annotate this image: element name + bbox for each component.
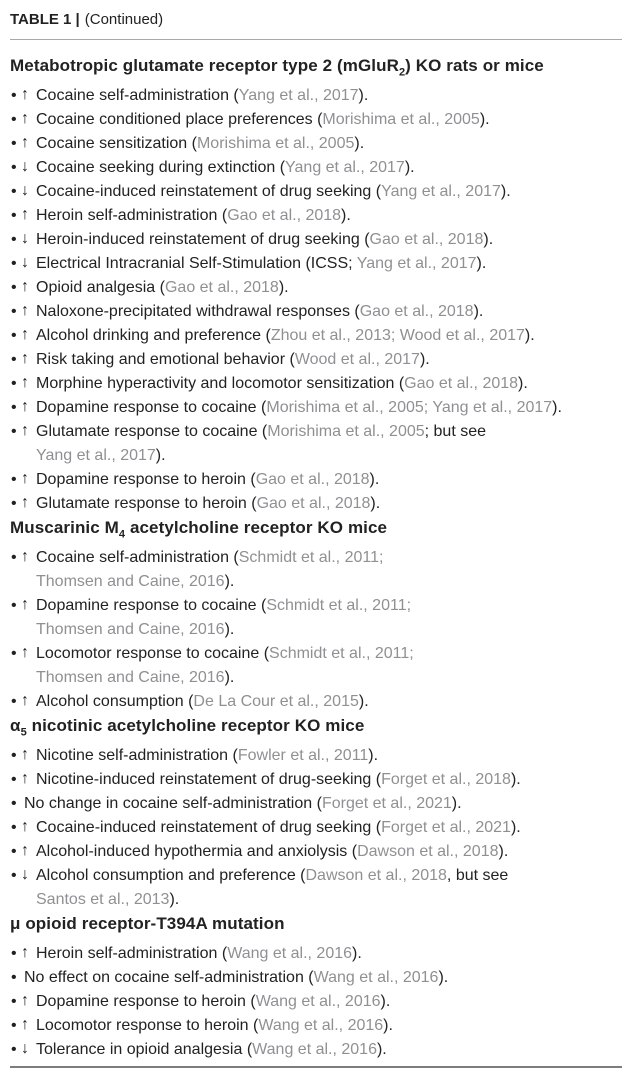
citation-link[interactable]: Morishima et al., 2005 bbox=[322, 111, 480, 128]
finding-item bbox=[10, 396, 622, 420]
finding-text-segment: ). bbox=[473, 303, 484, 320]
bullet-icon: • bbox=[11, 399, 17, 416]
finding-text-segment: Heroin self-administration ( bbox=[36, 945, 228, 962]
finding-item bbox=[10, 492, 622, 516]
finding-item bbox=[10, 204, 622, 228]
heading-text: acetylcholine receptor KO mice bbox=[125, 518, 388, 537]
finding-text-segment: Dopamine response to heroin ( bbox=[36, 471, 256, 488]
heading-subscript: 5 bbox=[20, 726, 27, 739]
bullet-icon: • bbox=[11, 549, 17, 566]
finding-text-segment: ). bbox=[380, 993, 391, 1010]
citation-link[interactable]: Wang et al., 2016 bbox=[313, 969, 439, 986]
finding-text bbox=[36, 993, 390, 1010]
finding-text-segment: Alcohol-induced hypothermia and anxiolysis ( bbox=[36, 843, 358, 860]
bullet-icon: • bbox=[11, 969, 17, 986]
finding-text bbox=[36, 303, 483, 320]
bullet-icon: • bbox=[11, 945, 17, 962]
finding-item bbox=[10, 300, 622, 324]
finding-text bbox=[36, 747, 378, 764]
finding-text-segment: No change in cocaine self-administration ( bbox=[24, 795, 322, 812]
finding-text-segment: Alcohol drinking and preference ( bbox=[36, 327, 271, 344]
bullet-icon: • bbox=[11, 375, 17, 392]
down-arrow-icon: ↓ bbox=[21, 1040, 29, 1057]
up-arrow-icon: ↑ bbox=[21, 110, 29, 127]
up-arrow-icon: ↑ bbox=[21, 134, 29, 151]
up-arrow-icon: ↑ bbox=[21, 422, 29, 439]
finding-text-segment: Locomotor response to heroin ( bbox=[36, 1017, 259, 1034]
section-heading bbox=[10, 54, 622, 78]
finding-text bbox=[36, 693, 369, 710]
bullet-icon: • bbox=[11, 1041, 17, 1058]
down-arrow-icon: ↓ bbox=[21, 230, 29, 247]
citation-link[interactable]: Yang et al., 2017 bbox=[381, 183, 501, 200]
finding-text-segment: ). bbox=[524, 327, 535, 344]
citation-link[interactable]: Forget et al., 2021 bbox=[381, 819, 511, 836]
finding-text-segment: Naloxone-precipitated withdrawal responses ( bbox=[36, 303, 360, 320]
down-arrow-icon: ↓ bbox=[21, 158, 29, 175]
finding-text bbox=[36, 351, 430, 368]
heading-text: α bbox=[10, 716, 21, 735]
bullet-icon: • bbox=[11, 843, 17, 860]
finding-text-segment: Nicotine-induced reinstatement of drug-seeking ( bbox=[36, 771, 382, 788]
citation-link[interactable]: Forget et al., 2018 bbox=[381, 771, 511, 788]
finding-item bbox=[10, 108, 622, 132]
up-arrow-icon: ↑ bbox=[21, 746, 29, 763]
finding-text-segment: Heroin-induced reinstatement of drug seeking ( bbox=[36, 231, 370, 248]
citation-link[interactable]: Gao et al., 2018 bbox=[359, 303, 474, 320]
bullet-icon: • bbox=[11, 693, 17, 710]
up-arrow-icon: ↑ bbox=[21, 374, 29, 391]
finding-text-segment: Dopamine response to cocaine ( bbox=[36, 597, 267, 614]
finding-text-segment: Cocaine seeking during extinction ( bbox=[36, 159, 286, 176]
citation-link[interactable]: Morishima et al., 2005; Yang et al., 2017 bbox=[266, 399, 553, 416]
bullet-icon: • bbox=[11, 351, 17, 368]
section-heading bbox=[10, 912, 622, 936]
finding-text-segment: Cocaine sensitization ( bbox=[36, 135, 197, 152]
finding-text bbox=[36, 159, 415, 176]
citation-link[interactable]: Yang et al., 2017 bbox=[36, 447, 156, 464]
finding-text-segment: ). bbox=[370, 495, 381, 512]
citation-link[interactable]: Zhou et al., 2013; Wood et al., 2017 bbox=[270, 327, 525, 344]
finding-item bbox=[10, 942, 622, 966]
finding-text-segment: , but see bbox=[446, 867, 509, 884]
up-arrow-icon: ↑ bbox=[21, 206, 29, 223]
section-heading bbox=[10, 714, 622, 738]
up-arrow-icon: ↑ bbox=[21, 548, 29, 565]
citation-link[interactable]: Yang et al., 2017 bbox=[285, 159, 405, 176]
bullet-icon: • bbox=[11, 87, 17, 104]
finding-text-segment: ). bbox=[552, 399, 562, 416]
finding-text-segment: ). bbox=[476, 255, 487, 272]
table-rule-top bbox=[10, 39, 622, 40]
finding-text-segment: Cocaine self-administration ( bbox=[36, 549, 239, 566]
finding-item bbox=[10, 228, 622, 252]
finding-text bbox=[36, 771, 521, 788]
bullet-icon: • bbox=[11, 597, 17, 614]
bullet-icon: • bbox=[11, 471, 17, 488]
citation-link[interactable]: Thomsen and Caine, 2016 bbox=[36, 573, 225, 590]
finding-text bbox=[36, 399, 562, 416]
citation-link[interactable]: Gao et al., 2018 bbox=[255, 471, 370, 488]
table-title bbox=[10, 10, 622, 30]
finding-text bbox=[36, 255, 486, 272]
finding-text bbox=[36, 231, 493, 248]
finding-item bbox=[10, 816, 622, 840]
finding-item bbox=[10, 1038, 622, 1062]
finding-text bbox=[36, 819, 521, 836]
finding-text bbox=[36, 843, 508, 860]
finding-text bbox=[36, 111, 490, 128]
finding-text-segment: Electrical Intracranial Self-Stimulation (ICSS; bbox=[36, 255, 357, 272]
finding-text-segment: ). bbox=[383, 1017, 393, 1034]
finding-text-segment: Glutamate response to heroin ( bbox=[36, 495, 257, 512]
finding-item bbox=[10, 1014, 622, 1038]
up-arrow-icon: ↑ bbox=[21, 350, 29, 367]
bullet-icon: • bbox=[11, 423, 17, 440]
citation-link[interactable]: Fowler et al., 2011 bbox=[237, 747, 369, 764]
finding-text bbox=[24, 795, 462, 812]
heading-text: nicotinic acetylcholine receptor KO mice bbox=[26, 716, 365, 735]
bullet-icon: • bbox=[11, 135, 17, 152]
finding-text-segment: Locomotor response to cocaine ( bbox=[36, 645, 270, 662]
finding-item bbox=[10, 252, 622, 276]
finding-item bbox=[10, 966, 622, 990]
finding-text-segment: Opioid analgesia ( bbox=[36, 279, 165, 296]
up-arrow-icon: ↑ bbox=[21, 278, 29, 295]
citation-link[interactable]: Gao et al., 2018 bbox=[369, 231, 484, 248]
finding-item bbox=[10, 468, 622, 492]
finding-text bbox=[36, 867, 508, 908]
citation-link[interactable]: Santos et al., 2013 bbox=[36, 891, 170, 908]
citation-link[interactable]: Wang et al., 2016 bbox=[258, 1017, 384, 1034]
citation-link[interactable]: Thomsen and Caine, 2016 bbox=[36, 669, 225, 686]
finding-text bbox=[36, 375, 528, 392]
table-sections bbox=[10, 54, 622, 1062]
citation-link[interactable]: De La Cour et al., 2015 bbox=[193, 693, 359, 710]
citation-link[interactable]: Wang et al., 2016 bbox=[227, 945, 353, 962]
bullet-icon: • bbox=[11, 111, 17, 128]
finding-text-segment: ). bbox=[404, 159, 415, 176]
finding-item bbox=[10, 276, 622, 300]
citation-link[interactable]: Morishima et al., 2005 bbox=[267, 423, 425, 440]
down-arrow-icon: ↓ bbox=[21, 182, 29, 199]
finding-text-segment: No effect on cocaine self-administration ( bbox=[24, 969, 314, 986]
up-arrow-icon: ↑ bbox=[21, 692, 29, 709]
table-title-label: TABLE 1 | bbox=[10, 11, 80, 28]
finding-text-segment: Morphine hyperactivity and locomotor sensitization ( bbox=[36, 375, 405, 392]
finding-text bbox=[36, 549, 383, 590]
finding-item bbox=[10, 990, 622, 1014]
up-arrow-icon: ↑ bbox=[21, 302, 29, 319]
finding-item bbox=[10, 156, 622, 180]
finding-text-segment: Alcohol consumption and preference ( bbox=[36, 867, 306, 884]
finding-item bbox=[10, 132, 622, 156]
finding-text-segment: ). bbox=[358, 693, 369, 710]
finding-item bbox=[10, 768, 622, 792]
citation-link[interactable]: Thomsen and Caine, 2016 bbox=[36, 621, 225, 638]
finding-text-segment: Alcohol consumption ( bbox=[36, 693, 194, 710]
citation-link[interactable]: Gao et al., 2018 bbox=[256, 495, 371, 512]
citation-link[interactable]: Yang et al., 2017 bbox=[238, 87, 359, 104]
bullet-icon: • bbox=[11, 645, 17, 662]
heading-text: Muscarinic M bbox=[10, 518, 119, 537]
finding-text-segment: ). bbox=[451, 795, 462, 812]
citation-link[interactable]: Gao et al., 2018 bbox=[404, 375, 519, 392]
table-rule-bottom bbox=[10, 1066, 622, 1068]
finding-text-segment: ). bbox=[368, 747, 379, 764]
bullet-icon: • bbox=[11, 795, 17, 812]
down-arrow-icon: ↓ bbox=[21, 254, 29, 271]
heading-subscript: 4 bbox=[118, 528, 126, 541]
section-heading bbox=[10, 516, 622, 540]
finding-text-segment: ). bbox=[498, 843, 509, 860]
finding-text-segment: ). bbox=[419, 351, 430, 368]
finding-text-segment: Tolerance in opioid analgesia ( bbox=[36, 1041, 253, 1058]
finding-text-segment: Cocaine-induced reinstatement of drug seeking ( bbox=[36, 183, 382, 200]
citation-link[interactable]: Wood et al., 2017 bbox=[294, 351, 420, 368]
finding-text-segment: ). bbox=[358, 87, 369, 104]
finding-item bbox=[10, 744, 622, 768]
finding-text bbox=[36, 135, 364, 152]
finding-item bbox=[10, 372, 622, 396]
bullet-icon: • bbox=[11, 159, 17, 176]
finding-item bbox=[10, 642, 622, 690]
finding-text-segment: ). bbox=[278, 279, 289, 296]
bullet-icon: • bbox=[11, 771, 17, 788]
citation-link[interactable]: Forget et al., 2021 bbox=[321, 795, 452, 812]
finding-text bbox=[36, 1017, 393, 1034]
finding-text-segment: ). bbox=[518, 375, 528, 392]
finding-text-segment: Risk taking and emotional behavior ( bbox=[36, 351, 295, 368]
finding-text-segment: ). bbox=[438, 969, 449, 986]
finding-text bbox=[36, 945, 362, 962]
bullet-icon: • bbox=[11, 819, 17, 836]
bullet-icon: • bbox=[11, 279, 17, 296]
finding-item bbox=[10, 864, 622, 912]
finding-text-segment: ). bbox=[369, 471, 380, 488]
finding-text-segment: ). bbox=[341, 207, 351, 224]
heading-text: Metabotropic glutamate receptor type 2 (mGluR bbox=[10, 56, 399, 75]
bullet-icon: • bbox=[11, 1017, 17, 1034]
finding-text-segment: Nicotine self-administration ( bbox=[36, 747, 238, 764]
finding-text-segment: Cocaine self-administration ( bbox=[36, 87, 239, 104]
finding-text-segment: ). bbox=[510, 771, 521, 788]
up-arrow-icon: ↑ bbox=[21, 944, 29, 961]
finding-text-segment: Dopamine response to cocaine ( bbox=[36, 399, 267, 416]
finding-text-segment: ). bbox=[352, 945, 362, 962]
finding-text-segment: ). bbox=[224, 573, 235, 590]
heading-text: μ opioid receptor-T394A mutation bbox=[10, 914, 285, 933]
finding-text-segment: ). bbox=[376, 1041, 387, 1058]
citation-link[interactable]: Yang et al., 2017 bbox=[356, 255, 477, 272]
up-arrow-icon: ↑ bbox=[21, 818, 29, 835]
finding-item bbox=[10, 420, 622, 468]
finding-item bbox=[10, 546, 622, 594]
bullet-icon: • bbox=[11, 231, 17, 248]
finding-text-segment: Cocaine-induced reinstatement of drug seeking ( bbox=[36, 819, 382, 836]
finding-text-segment: ). bbox=[483, 231, 494, 248]
finding-text bbox=[36, 423, 486, 464]
finding-item bbox=[10, 324, 622, 348]
heading-subscript: 2 bbox=[398, 66, 406, 79]
finding-text-segment: Cocaine conditioned place preferences ( bbox=[36, 111, 323, 128]
up-arrow-icon: ↑ bbox=[21, 842, 29, 859]
finding-text-segment: Glutamate response to cocaine ( bbox=[36, 423, 268, 440]
finding-text bbox=[24, 969, 448, 986]
finding-text-segment: ; but see bbox=[424, 423, 487, 440]
up-arrow-icon: ↑ bbox=[21, 596, 29, 613]
citation-link[interactable]: Schmidt et al., 2011; bbox=[266, 597, 412, 614]
up-arrow-icon: ↑ bbox=[21, 494, 29, 511]
finding-item bbox=[10, 348, 622, 372]
bullet-icon: • bbox=[11, 255, 17, 272]
finding-text bbox=[36, 207, 351, 224]
finding-item bbox=[10, 180, 622, 204]
up-arrow-icon: ↑ bbox=[21, 86, 29, 103]
finding-text-segment: ). bbox=[500, 183, 511, 200]
up-arrow-icon: ↑ bbox=[21, 770, 29, 787]
bullet-icon: • bbox=[11, 183, 17, 200]
up-arrow-icon: ↑ bbox=[21, 326, 29, 343]
up-arrow-icon: ↑ bbox=[21, 470, 29, 487]
finding-text-segment: ). bbox=[479, 111, 490, 128]
finding-text bbox=[36, 327, 535, 344]
finding-text-segment: ). bbox=[169, 891, 180, 908]
bullet-icon: • bbox=[11, 867, 17, 884]
up-arrow-icon: ↑ bbox=[21, 644, 29, 661]
bullet-icon: • bbox=[11, 327, 17, 344]
finding-text bbox=[36, 471, 379, 488]
citation-link[interactable]: Dawson et al., 2018 bbox=[305, 867, 447, 884]
finding-text bbox=[36, 597, 411, 638]
finding-text bbox=[36, 87, 368, 104]
bullet-icon: • bbox=[11, 207, 17, 224]
bullet-icon: • bbox=[11, 495, 17, 512]
finding-text-segment: ). bbox=[354, 135, 365, 152]
citation-link[interactable]: Gao et al., 2018 bbox=[164, 279, 279, 296]
finding-item bbox=[10, 792, 622, 816]
up-arrow-icon: ↑ bbox=[21, 992, 29, 1009]
bullet-icon: • bbox=[11, 303, 17, 320]
finding-text-segment: ). bbox=[155, 447, 166, 464]
finding-item bbox=[10, 84, 622, 108]
finding-text-segment: ). bbox=[510, 819, 521, 836]
finding-item bbox=[10, 690, 622, 714]
citation-link[interactable]: Wang et al., 2016 bbox=[252, 1041, 377, 1058]
citation-link[interactable]: Gao et al., 2018 bbox=[227, 207, 342, 224]
finding-text bbox=[36, 495, 380, 512]
up-arrow-icon: ↑ bbox=[21, 1016, 29, 1033]
finding-text bbox=[36, 645, 414, 686]
citation-link[interactable]: Schmidt et al., 2011; bbox=[238, 549, 384, 566]
citation-link[interactable]: Wang et al., 2016 bbox=[255, 993, 381, 1010]
bullet-icon: • bbox=[11, 747, 17, 764]
heading-text: ) KO rats or mice bbox=[405, 56, 544, 75]
finding-text bbox=[36, 1041, 387, 1058]
finding-text-segment: Heroin self-administration ( bbox=[36, 207, 228, 224]
finding-text-segment: ). bbox=[224, 669, 235, 686]
finding-item bbox=[10, 594, 622, 642]
finding-text bbox=[36, 183, 511, 200]
finding-text-segment: Dopamine response to heroin ( bbox=[36, 993, 256, 1010]
down-arrow-icon: ↓ bbox=[21, 866, 29, 883]
finding-item bbox=[10, 840, 622, 864]
finding-text-segment: ). bbox=[224, 621, 235, 638]
table-title-continued: (Continued) bbox=[84, 11, 164, 28]
bullet-icon: • bbox=[11, 993, 17, 1010]
finding-text bbox=[36, 279, 289, 296]
up-arrow-icon: ↑ bbox=[21, 398, 29, 415]
citation-link[interactable]: Dawson et al., 2018 bbox=[357, 843, 499, 860]
citation-link[interactable]: Schmidt et al., 2011; bbox=[269, 645, 414, 662]
citation-link[interactable]: Morishima et al., 2005 bbox=[196, 135, 355, 152]
